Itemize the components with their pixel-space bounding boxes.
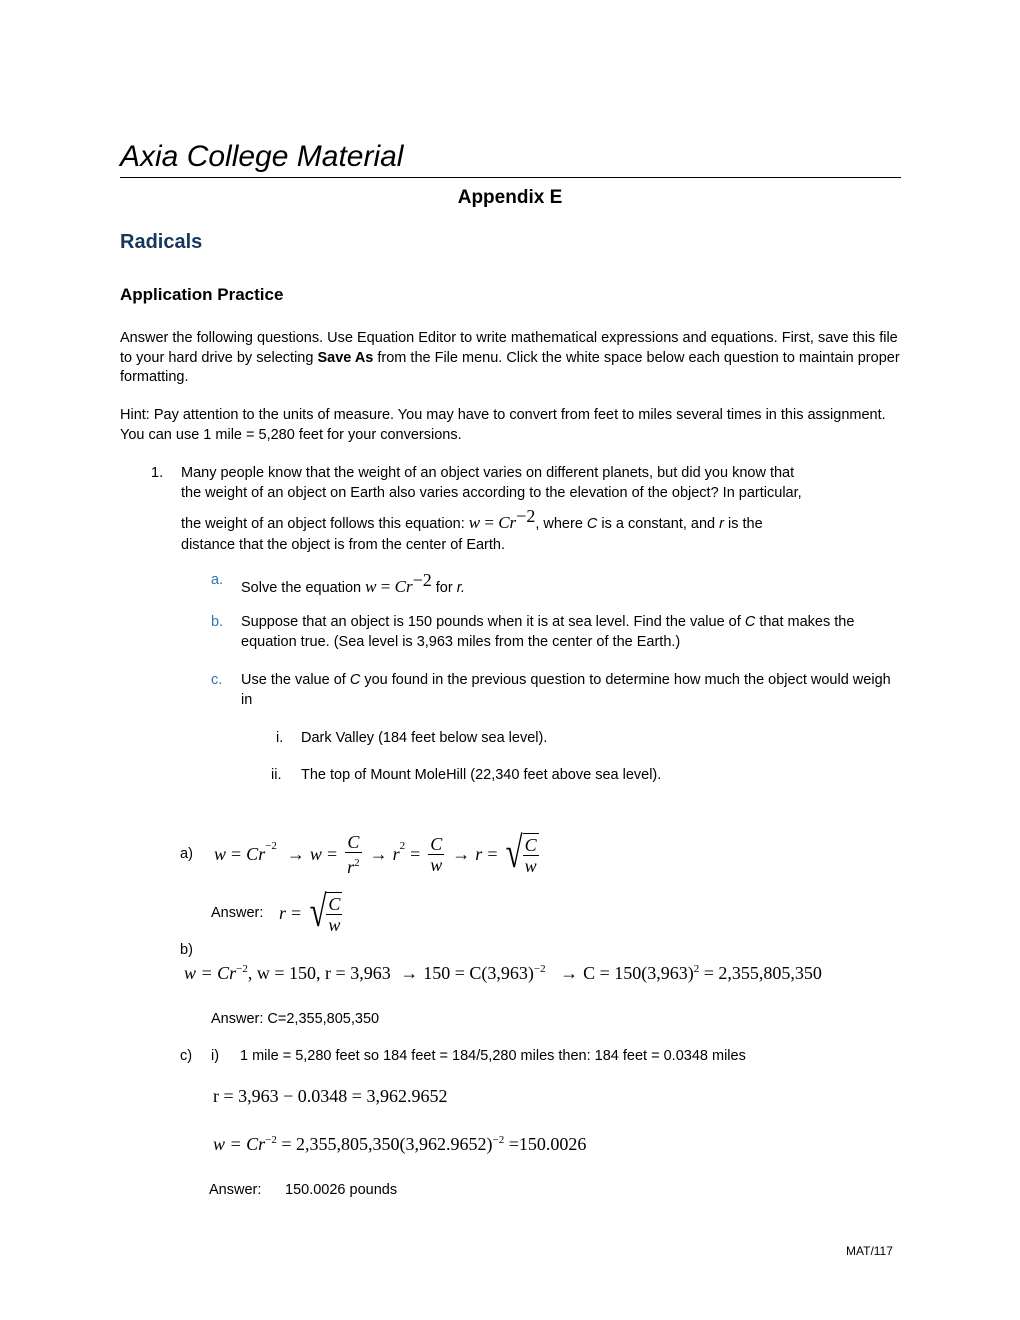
part-c-i-label: i. xyxy=(276,730,284,746)
part-a-label: a. xyxy=(211,572,224,588)
question-number: 1. xyxy=(151,465,164,481)
answer-b-label: b) xyxy=(180,942,193,958)
question-text: Many people know that the weight of an object varies on different planets, but did you know that the weight of an object on Earth also varies according to the elevation of the object? In particular, the weight of an object follows this equation: $w = Cr^{-2}$, where C is a constant, and r is the distance that the object is from the center of Earth. xyxy=(181,465,802,554)
answer-c-i-label: i) xyxy=(211,1048,220,1064)
part-b-text: Suppose that an object is 150 pounds when it is at sea level. Find the value of C that makes the equation true. (Sea level is 3,963 miles from the center of the Earth.) xyxy=(241,614,855,650)
document-title: Axia College Material xyxy=(120,140,404,173)
section-subtitle: Application Practice xyxy=(120,285,284,304)
answer-c-label: c) xyxy=(180,1048,193,1064)
answer-c-final-value: 150.0026 pounds xyxy=(285,1182,398,1198)
answer-b-answer: Answer: C=2,355,805,350 xyxy=(211,1011,380,1027)
part-b-label: b. xyxy=(211,614,224,630)
intro-paragraph: Answer the following questions. Use Equation Editor to write mathematical expressions and equations. First, save this file to your hard drive by selecting Save As from the File menu. Click the white space below each question to maintain proper formatting. xyxy=(120,330,900,385)
answer-b-equation: $w = Cr^{-2}$, w = 150, $r = 3,963 \to 150 = C(3,963)^{-2} \to C = 150(3,963)^2 = 2,355,805,350$ xyxy=(184,963,822,983)
part-c-text: Use the value of C you found in the previous question to determine how much the object would weigh in xyxy=(241,672,891,708)
part-a-text: Solve the equation $w = Cr^{-2}$ for r. xyxy=(241,570,466,596)
part-c-i-text: Dark Valley (184 feet below sea level). xyxy=(301,730,548,746)
footer-course-code: MAT/117 xyxy=(846,1244,893,1258)
answer-c-w-equation: $w = Cr^{-2} = 2,355,805,350(3,962.9652)^{-2} =150.0026$ xyxy=(213,1134,587,1154)
answer-c-i-text: 1 mile = 5,280 feet so 184 feet = 184/5,280 miles then: 184 feet = 0.0348 miles xyxy=(240,1048,746,1064)
answer-a-label: a) xyxy=(180,846,193,862)
title-rule xyxy=(120,177,901,178)
answer-a-equation: w = C r $^{-2}$ → w = $\frac{C}{r^2}$ → r $^2$ = $\frac{C}{w}$ → r = √ $\frac{C}{w}$ xyxy=(214,827,537,877)
appendix-heading: Appendix E xyxy=(457,187,563,208)
answer-c-final-label: Answer: xyxy=(209,1182,262,1198)
answer-c-r-equation: r = 3,963 − 0.0348 = 3,962.9652 xyxy=(213,1086,448,1106)
part-c-ii-label: ii. xyxy=(271,767,282,783)
answer-a-answer-label: Answer: xyxy=(211,905,264,921)
part-c-label: c. xyxy=(211,672,223,688)
answer-a-result: r = √ $\frac{C}{w}$ xyxy=(279,886,341,936)
hint-paragraph: Hint: Pay attention to the units of measure. You may have to convert from feet to miles several times in this assignment. You can use 1 mile = 5,280 feet for your conversions. xyxy=(120,407,886,443)
section-title: Radicals xyxy=(120,231,203,253)
part-c-ii-text: The top of Mount MoleHill (22,340 feet above sea level). xyxy=(301,767,662,783)
